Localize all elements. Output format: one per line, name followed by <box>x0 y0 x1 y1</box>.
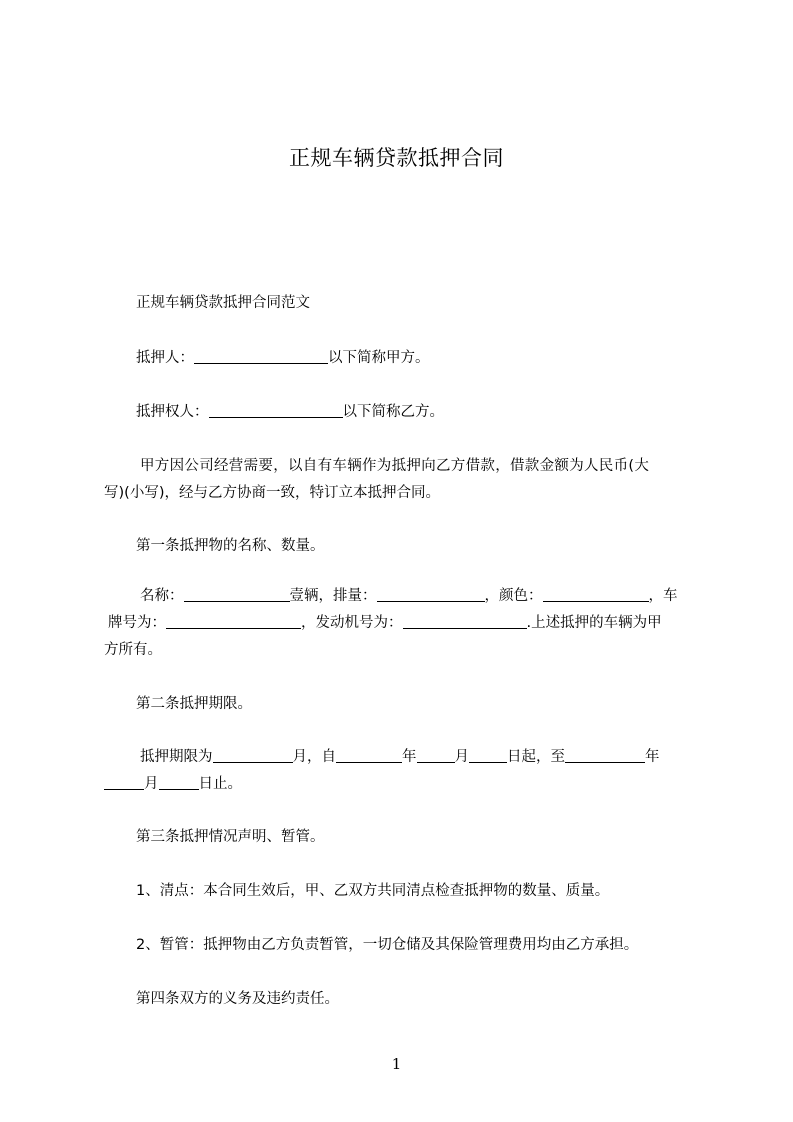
to-year-blank <box>565 748 645 763</box>
article2-line-1 <box>140 745 660 766</box>
article3-item-1: 1、清点：本合同生效后，甲、乙双方共同清点检查抵押物的数量、质量。 <box>136 883 610 899</box>
pledgor-blank <box>194 349 328 364</box>
to-year-label: 年 <box>645 749 660 765</box>
article2-line-2 <box>104 772 242 793</box>
page-number: 1 <box>391 1055 402 1073</box>
month-label: 月 <box>454 749 469 765</box>
term-blank <box>213 748 293 763</box>
displacement-blank <box>377 587 485 602</box>
to-month-label: 月 <box>144 776 159 792</box>
pledgee-blank <box>209 403 343 418</box>
year-label: 年 <box>402 749 417 765</box>
subtitle: 正规车辆贷款抵押合同范文 <box>136 295 310 311</box>
pledgee-line <box>136 400 444 421</box>
to-label: 日起，至 <box>507 749 565 765</box>
from-day-blank <box>469 748 507 763</box>
displacement-label: 壹辆，排量： <box>289 588 377 604</box>
from-month-blank <box>417 748 455 763</box>
name-label: 名称： <box>140 588 184 604</box>
article4-heading: 第四条双方的义务及违约责任。 <box>136 991 339 1007</box>
from-year-blank <box>336 748 402 763</box>
to-day-blank <box>159 775 199 790</box>
name-blank <box>184 587 290 602</box>
to-month-blank <box>104 775 144 790</box>
pledgor-label: 抵押人： <box>136 350 194 366</box>
intro-line-2: 写)(小写)，经与乙方协商一致，特订立本抵押合同。 <box>104 485 440 501</box>
plate-blank <box>166 614 301 629</box>
intro-line-1: 甲方因公司经营需要，以自有车辆作为抵押向乙方借款，借款金额为人民币(大 <box>140 458 650 474</box>
article3-heading: 第三条抵押情况声明、暂管。 <box>136 829 325 845</box>
term-label: 抵押期限为 <box>140 749 213 765</box>
document-title: 正规车辆贷款抵押合同 <box>289 146 504 170</box>
engine-blank <box>403 614 527 629</box>
from-label: 月，自 <box>292 749 336 765</box>
article1-line-2 <box>108 611 662 632</box>
pledgor-suffix: 以下简称甲方。 <box>328 350 430 366</box>
color-blank <box>543 587 649 602</box>
pledgee-suffix: 以下简称乙方。 <box>342 404 444 420</box>
to-day-label: 日止。 <box>198 776 242 792</box>
engine-label: ，发动机号为： <box>301 615 403 631</box>
pledgor-line <box>136 346 430 367</box>
article3-item-2: 2、暂管：抵押物由乙方负责暂管，一切仓储及其保险管理费用均由乙方承担。 <box>136 937 639 953</box>
pledgee-label: 抵押权人： <box>136 404 209 420</box>
plate-label-start: ，车 <box>648 588 678 604</box>
plate-label-end: 牌号为： <box>108 615 166 631</box>
article2-heading: 第二条抵押期限。 <box>136 696 252 712</box>
article1-heading: 第一条抵押物的名称、数量。 <box>136 538 325 554</box>
article1-line-3: 方所有。 <box>104 642 162 658</box>
ownership-text: .上述抵押的车辆为甲 <box>526 615 662 631</box>
article1-line-1 <box>140 584 678 605</box>
color-label: ，颜色： <box>484 588 543 604</box>
